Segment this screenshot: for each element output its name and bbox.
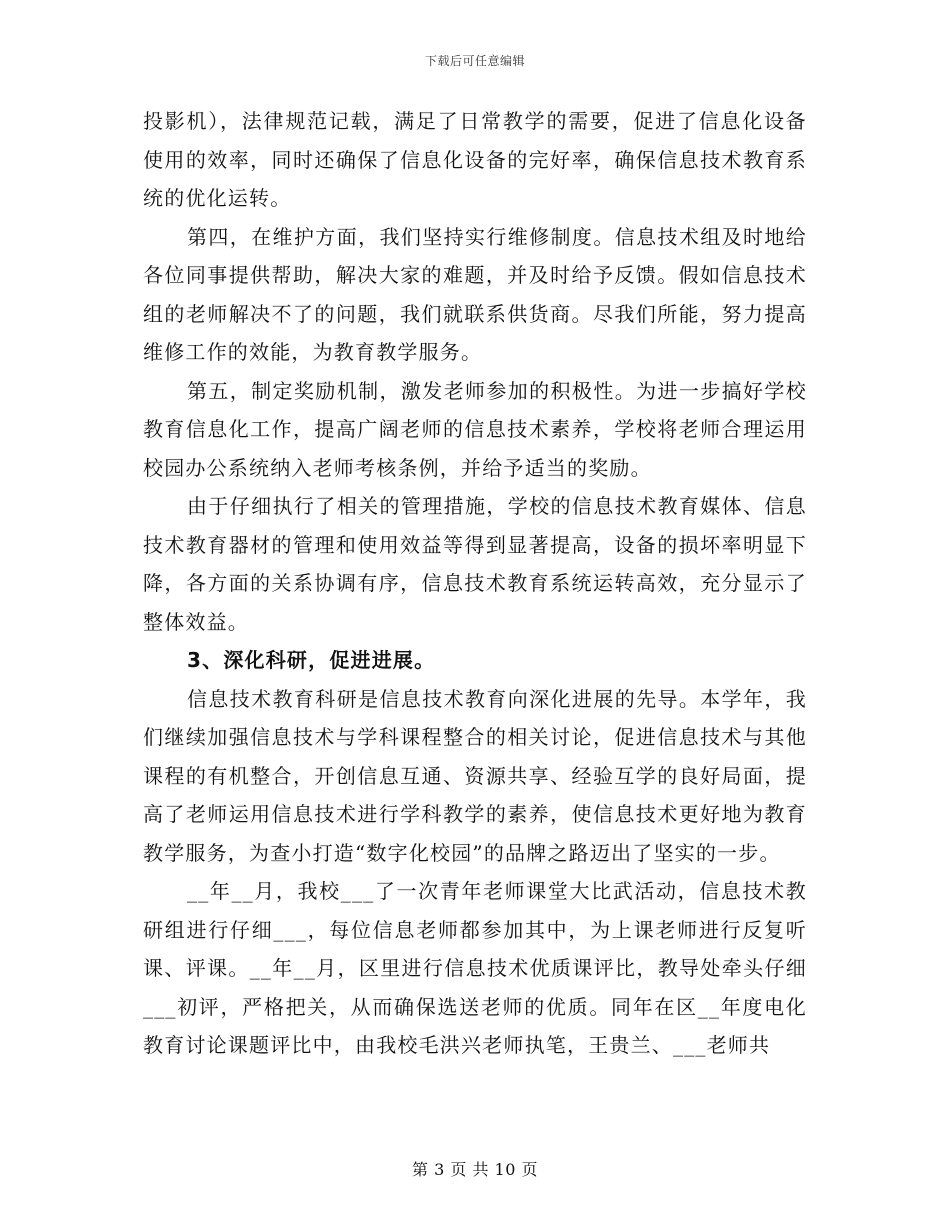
section-heading-3: 3、深化科研，促进进展。 [187, 648, 436, 672]
paragraph-continuation: 投影机），法律规范记载，满足了日常教学的需要，促进了信息化设备使用的效率，同时还确保了信息化设备的完好率，确保信息技术教育系统的优化运转。 [143, 109, 807, 210]
paragraph-competition: __年__月，我校___了一次青年老师课堂大比武活动，信息技术教研组进行仔细___，每位信息老师都参加其中，为上课老师进行反复听课、评课。__年__月，区里进行信息技术优质课评比，教导处牵头仔细___初评，严格把关，从而确保选送老师的优质。同年在区__年度电化教育讨论课题评比中，由我校毛洪兴老师执笔，王贵兰、___老师共 [143, 879, 807, 1057]
paragraph-research: 信息技术教育科研是信息技术教育向深化进展的先导。本学年，我们继续加强信息技术与学科课程整合的相关讨论，促进信息技术与其他课程的有机整合，开创信息互通、资源共享、经验互学的良好局面，提高了老师运用信息技术进行学科教学的素养，使信息技术更好地为教育教学服务，为查小打造“数字化校园”的品牌之路迈出了坚实的一步。 [143, 686, 807, 865]
paragraph-maintenance: 第四，在维护方面，我们坚持实行维修制度。信息技术组及时地给各位同事提供帮助，解决大家的难题，并及时给予反馈。假如信息技术组的老师解决不了的问题，我们就联系供货商。尽我们所能，努力提高维修工作的效能，为教育教学服务。 [143, 224, 807, 364]
header-note: 下载后可任意编辑 [424, 54, 525, 68]
paragraph-management-results: 由于仔细执行了相关的管理措施，学校的信息技术教育媒体、信息技术教育器材的管理和使用效益等得到显著提高，设备的损坏率明显下降，各方面的关系协调有序，信息技术教育系统运转高效，充分显示了整体效益。 [143, 494, 807, 634]
paragraph-reward-mechanism: 第五，制定奖励机制，激发老师参加的积极性。为进一步搞好学校教育信息化工作，提高广阔老师的信息技术素养，学校将老师合理运用校园办公系统纳入老师考核条例，并给予适当的奖励。 [143, 378, 807, 480]
page-number: 第 3 页 共 10 页 [412, 1160, 538, 1179]
document-body [143, 102, 807, 1065]
